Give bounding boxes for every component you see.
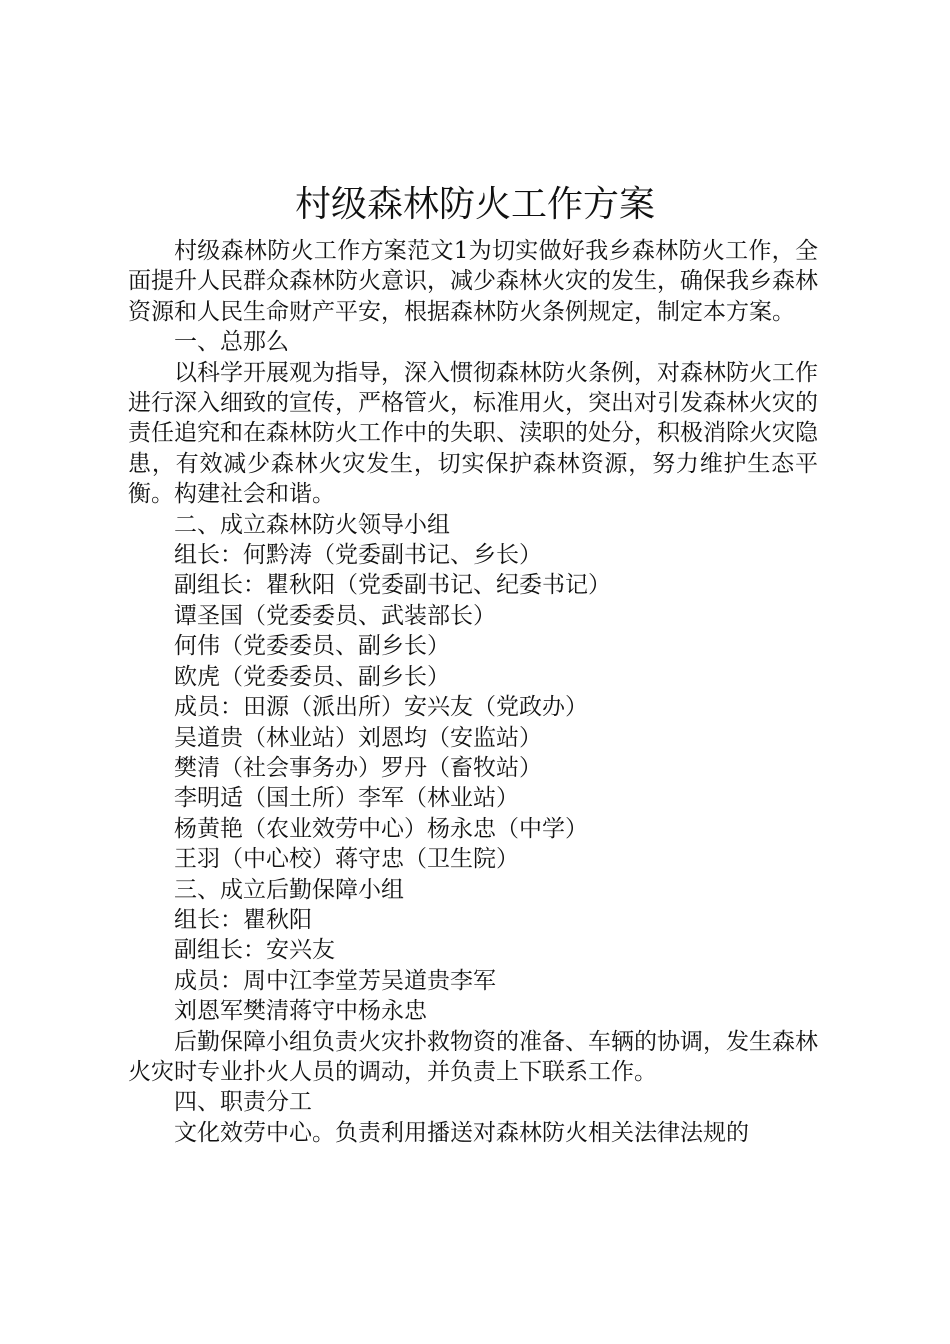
- paragraph-logistics-duty: 后勤保障小组负责火灾扑救物资的准备、车辆的协调，发生森林火灾时专业扑火人员的调动，并负责上下联系工作。: [128, 1028, 818, 1085]
- paragraph-intro: 村级森林防火工作方案范文1为切实做好我乡森林防火工作，全面提升人民群众森林防火意识，减少森林火灾的发生，确保我乡森林资源和人民生命财产平安，根据森林防火条例规定，制定本方案。: [128, 238, 818, 325]
- heading-duties: 四、职责分工: [174, 1089, 312, 1116]
- list-item: 组长：瞿秋阳: [174, 906, 312, 933]
- list-item: 副组长：安兴友: [174, 937, 335, 964]
- paragraph-guidance: 以科学开展观为指导，深入惯彻森林防火条例，对森林防火工作进行深入细致的宣传，严格管火，标准用火，突出对引发森林火灾的责任追究和在森林防火工作中的失职、渎职的处分，积极消除火灾隐患，有效减少森林火灾发生，切实保护森林资源，努力维护生态平衡。构建社会和谐。: [128, 359, 818, 508]
- list-item: 刘恩军樊清蒋守中杨永忠: [174, 998, 427, 1025]
- heading-general: 一、总那么: [174, 329, 289, 356]
- heading-logistics-group: 三、成立后勤保障小组: [174, 876, 404, 903]
- list-item: 欧虎（党委委员、副乡长）: [174, 663, 450, 690]
- paragraph-culture-center: 文化效劳中心。负责利用播送对森林防火相关法律法规的: [174, 1119, 749, 1146]
- list-item: 樊清（社会事务办）罗丹（畜牧站）: [174, 754, 542, 781]
- heading-leadership-group: 二、成立森林防火领导小组: [174, 511, 450, 538]
- list-item: 李明适（国土所）李军（林业站）: [174, 785, 519, 812]
- list-item: 杨黄艳（农业效劳中心）杨永忠（中学）: [174, 815, 588, 842]
- list-item: 成员：周中江李堂芳吴道贵李军: [174, 967, 496, 994]
- list-item: 王羽（中心校）蒋守忠（卫生院）: [174, 846, 519, 873]
- list-item: 成员：田源（派出所）安兴友（党政办）: [174, 694, 588, 721]
- document-title: 村级森林防火工作方案: [294, 184, 655, 225]
- list-item: 副组长：瞿秋阳（党委副书记、纪委书记）: [174, 572, 611, 599]
- document-body: [128, 236, 818, 1148]
- list-item: 组长：何黔涛（党委副书记、乡长）: [174, 542, 542, 569]
- list-item: 吴道贵（林业站）刘恩均（安监站）: [174, 724, 542, 751]
- list-item: 何伟（党委委员、副乡长）: [174, 633, 450, 660]
- list-item: 谭圣国（党委委员、武装部长）: [174, 602, 496, 629]
